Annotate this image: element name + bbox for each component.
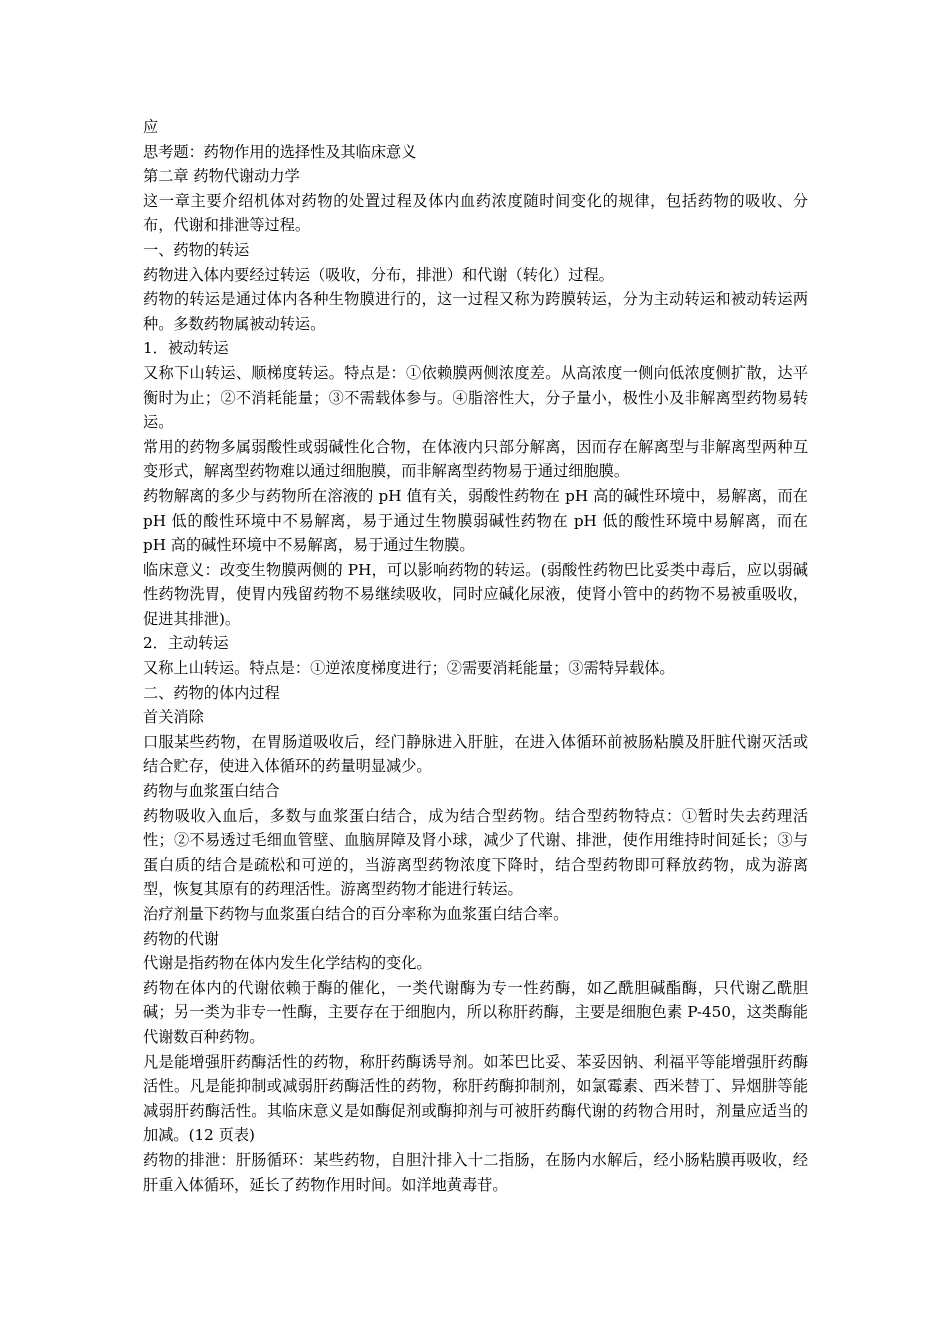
subheading-protein-binding: 药物与血浆蛋白结合 <box>143 782 280 801</box>
paragraph: 口服某些药物，在胃肠道吸收后，经门静脉进入肝脏，在进入体循环前被肠粘膜及肝脏代谢灭活或结合贮存，使进入体循环的药量明显减少。 <box>143 732 808 776</box>
paragraph: 临床意义：改变生物膜两侧的 PH，可以影响药物的转运。(弱酸性药物巴比妥类中毒后，应以弱碱性药物洗胃，使胃内残留药物不易继续吸收，同时应碱化尿液，使肾小管中的药物不易被重吸收，促进其排泄)。 <box>143 560 808 628</box>
subheading-passive-transport: 1．被动转运 <box>143 339 229 358</box>
section-heading-transport: 一、药物的转运 <box>143 240 250 259</box>
paragraph: 又称上山转运。特点是：①逆浓度梯度进行；②需要消耗能量；③需特异载体。 <box>143 659 675 678</box>
paragraph: 药物进入体内要经过转运（吸收，分布，排泄）和代谢（转化）过程。 <box>143 265 614 284</box>
paragraph: 药物的排泄：肝肠循环：某些药物，自胆汁排入十二指肠，在肠内水解后，经小肠粘膜再吸收，经肝重入体循环，延长了药物作用时间。如洋地黄毒苷。 <box>143 1150 808 1194</box>
paragraph: 药物在体内的代谢依赖于酶的催化，一类代谢酶为专一性药酶，如乙酰胆碱酯酶，只代谢乙酰胆碱；另一类为非专一性酶，主要存在于细胞内，所以称肝药酶，主要是细胞色素 P-450，这类酶能代谢数百种药物。 <box>143 978 808 1046</box>
paragraph: 又称下山转运、顺梯度转运。特点是：①依赖膜两侧浓度差。从高浓度一侧向低浓度侧扩散，达平衡时为止；②不消耗能量；③不需载体参与。④脂溶性大，分子量小，极性小及非解离型药物易转运。 <box>143 363 808 432</box>
question-line: 思考题：药物作用的选择性及其临床意义 <box>143 142 417 161</box>
paragraph: 凡是能增强肝药酶活性的药物，称肝药酶诱导剂。如苯巴比妥、苯妥因钠、利福平等能增强肝药酶活性。凡是能抑制或减弱肝药酶活性的药物，称肝药酶抑制剂，如氯霉素、西米替丁、异烟肼等能减弱肝药酶活性。其临床意义是如酶促剂或酶抑剂与可被肝药酶代谢的药物合用时，剂量应适当的加减。(12 页表) <box>143 1052 808 1145</box>
subheading-metabolism: 药物的代谢 <box>143 929 219 948</box>
subheading-first-pass: 首关消除 <box>143 708 204 727</box>
chapter-heading: 第二章 药物代谢动力学 <box>143 167 300 186</box>
document-body <box>143 115 808 1197</box>
section-heading-in-vivo-process: 二、药物的体内过程 <box>143 683 280 702</box>
paragraph: 代谢是指药物在体内发生化学结构的变化。 <box>143 954 432 973</box>
paragraph: 药物吸收入血后，多数与血浆蛋白结合，成为结合型药物。结合型药物特点：①暂时失去药理活性；②不易透过毛细血管壁、血脑屏障及肾小球，减少了代谢、排泄，使作用维持时间延长；③与蛋白质的结合是疏松和可逆的，当游离型药物浓度下降时，结合型药物即可释放药物，成为游离型，恢复其原有的药理活性。游离型药物才能进行转运。 <box>143 806 808 899</box>
paragraph: 药物解离的多少与药物所在溶液的 pH 值有关，弱酸性药物在 pH 高的碱性环境中，易解离，而在 pH 低的酸性环境中不易解离，易于通过生物膜弱碱性药物在 pH 低的酸性环境中易解离，而在 pH 高的碱性环境中不易解离，易于通过生物膜。 <box>143 486 808 555</box>
paragraph: 治疗剂量下药物与血浆蛋白结合的百分率称为血浆蛋白结合率。 <box>143 905 569 923</box>
chapter-intro-paragraph: 这一章主要介绍机体对药物的处置过程及体内血药浓度随时间变化的规律，包括药物的吸收、分布，代谢和排泄等过程。 <box>143 191 808 235</box>
paragraph: 常用的药物多属弱酸性或弱碱性化合物，在体液内只部分解离，因而存在解离型与非解离型两种互变形式，解离型药物难以通过细胞膜，而非解离型药物易于通过细胞膜。 <box>143 437 808 481</box>
text-fragment: 应 <box>143 118 159 136</box>
paragraph: 药物的转运是通过体内各种生物膜进行的，这一过程又称为跨膜转运，分为主动转运和被动转运两种。多数药物属被动转运。 <box>143 290 808 333</box>
subheading-active-transport: 2．主动转运 <box>143 634 229 653</box>
